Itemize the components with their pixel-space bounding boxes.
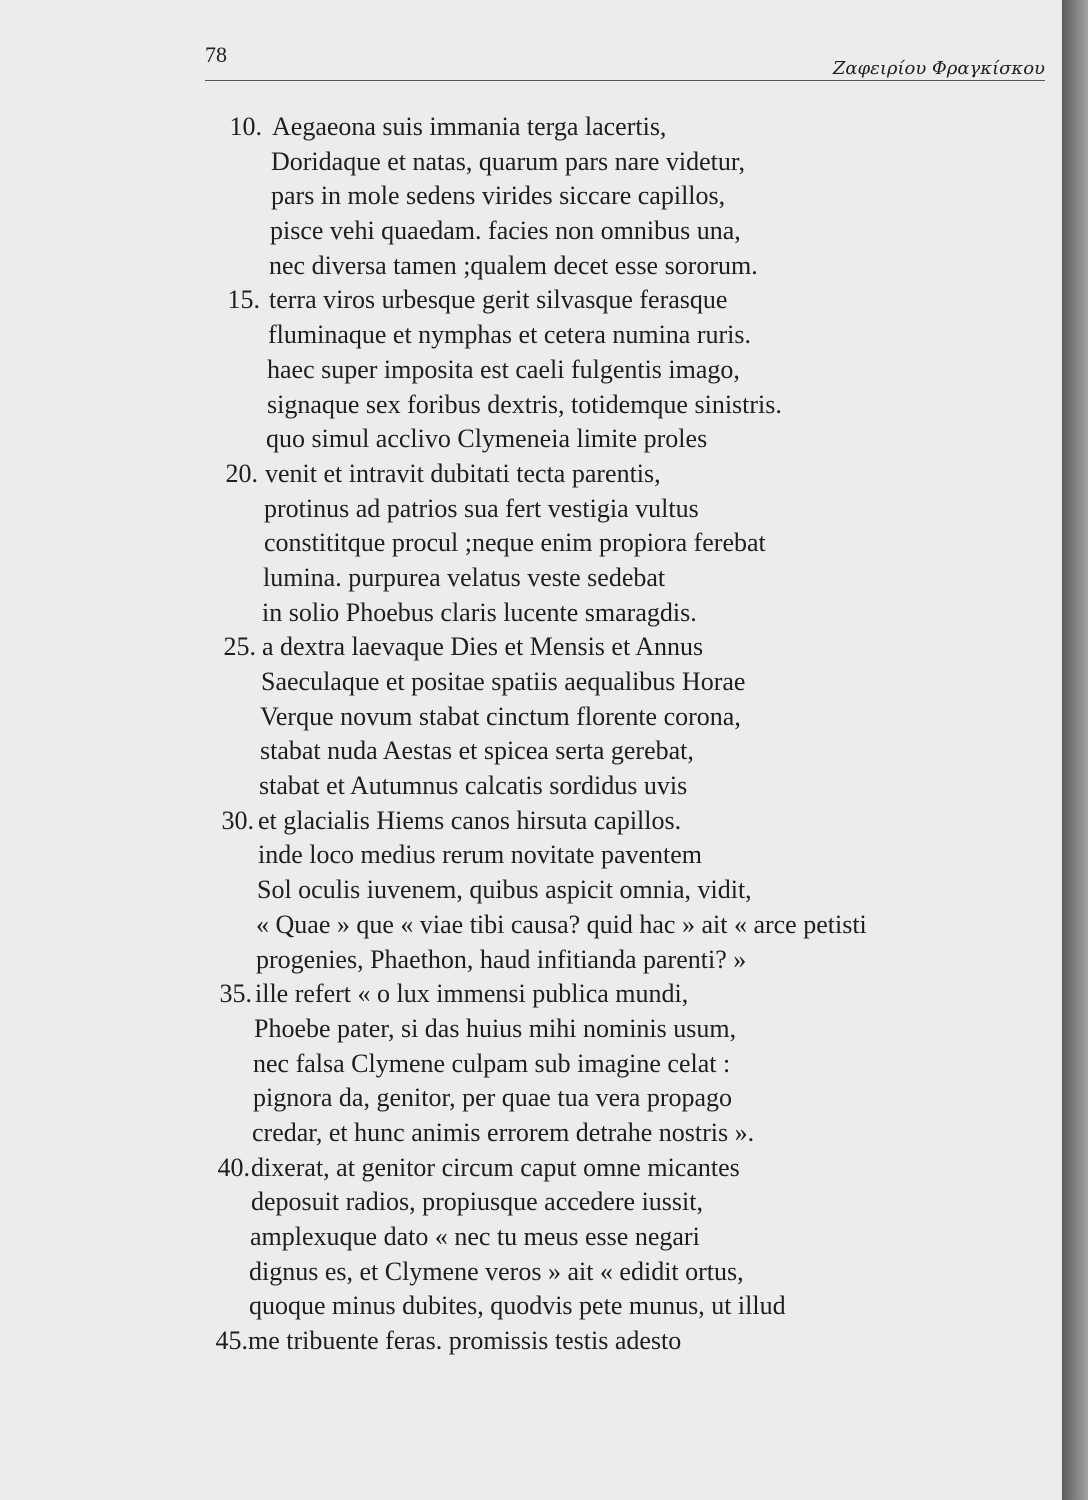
poem-line (0, 908, 1062, 943)
poem-line (0, 804, 1062, 839)
line-number: 30. (221, 805, 254, 835)
poem-line (0, 630, 1062, 665)
verse-text: me tribuente feras. promissis testis adesto (248, 1326, 682, 1356)
verse-text: ille refert « o lux immensi publica mundi, (255, 979, 689, 1009)
poem-line (0, 283, 1062, 318)
verse-text: credar, et hunc animis errorem detrahe nostris ». (252, 1117, 755, 1147)
verse-text: Phoebe pater, si das huius mihi nominis usum, (254, 1013, 737, 1043)
poem-line (0, 769, 1062, 804)
poem-line (0, 1220, 1062, 1255)
verse-text: stabat nuda Aestas et spicea serta gerebat, (260, 736, 694, 766)
verse-text: nec falsa Clymene culpam sub imagine celat : (253, 1048, 731, 1078)
verse-text: deposuit radios, propiusque accedere iussit, (251, 1187, 703, 1217)
poem-line (0, 422, 1062, 457)
verse-text: « Quae » que « viae tibi causa? quid hac » ait « arce petisti (256, 909, 867, 939)
poem-line (0, 943, 1062, 978)
verse-text: dignus es, et Clymene veros » ait « edidit ortus, (249, 1256, 744, 1286)
poem-line (0, 214, 1062, 249)
poem-line (0, 1012, 1062, 1047)
poem-line (0, 110, 1062, 145)
poem-line (0, 665, 1062, 700)
verse-text: lumina. purpurea velatus veste sedebat (263, 562, 666, 592)
poem-line (0, 318, 1062, 353)
header-rule (205, 80, 1045, 81)
poem-line (0, 873, 1062, 908)
poem-line (0, 596, 1062, 631)
poem-text (0, 110, 1062, 1359)
verse-text: stabat et Autumnus calcatis sordidus uvis (259, 771, 688, 801)
line-number: 15. (227, 285, 260, 315)
verse-text: pignora da, genitor, per quae tua vera propago (253, 1083, 733, 1113)
verse-text: quo simul acclivo Clymeneia limite proles (266, 424, 708, 454)
verse-text: signaque sex foribus dextris, totidemque sinistris. (267, 389, 782, 419)
verse-text: haec super imposita est caeli fulgentis imago, (267, 354, 740, 384)
verse-text: pisce vehi quaedam. facies non omnibus una, (270, 216, 741, 246)
poem-line (0, 1047, 1062, 1082)
verse-text: constititque procul ;neque enim propiora ferebat (264, 528, 766, 558)
poem-line (0, 1081, 1062, 1116)
verse-text: pars in mole sedens virides siccare capillos, (271, 181, 726, 211)
poem-line (0, 1185, 1062, 1220)
poem-line (0, 179, 1062, 214)
book-spine-shadow (1062, 0, 1088, 1500)
poem-line (0, 249, 1062, 284)
verse-text: quoque minus dubites, quodvis pete munus, ut illud (249, 1291, 786, 1321)
poem-line (0, 700, 1062, 735)
line-number: 35. (219, 979, 252, 1009)
line-number: 10. (229, 112, 262, 141)
poem-line (0, 734, 1062, 769)
page-header (205, 42, 1045, 78)
line-number: 40. (217, 1152, 250, 1182)
poem-line (0, 526, 1062, 561)
verse-text: protinus ad patrios sua fert vestigia vultus (264, 493, 699, 523)
poem-line (0, 457, 1062, 492)
poem-line (0, 492, 1062, 527)
poem-line (0, 145, 1062, 180)
line-number: 45. (215, 1326, 248, 1356)
poem-line (0, 1255, 1062, 1290)
poem-line (0, 977, 1062, 1012)
verse-text: a dextra laevaque Dies et Mensis et Annus (262, 632, 704, 662)
verse-text: Verque novum stabat cinctum florente corona, (260, 701, 741, 731)
verse-text: progenies, Phaethon, haud infitianda parenti? » (256, 944, 747, 974)
verse-text: nec diversa tamen ;qualem decet esse sororum. (269, 250, 758, 280)
poem-line (0, 561, 1062, 596)
verse-text: dixerat, at genitor circum caput omne micantes (251, 1152, 740, 1182)
verse-text: fluminaque et nymphas et cetera numina ruris. (268, 320, 752, 350)
verse-text: Aegaeona suis immania terga lacertis, (272, 112, 667, 141)
verse-text: in solio Phoebus claris lucente smaragdis. (262, 597, 697, 627)
verse-text: terra viros urbesque gerit silvasque ferasque (269, 285, 728, 315)
line-number: 20. (225, 458, 258, 488)
poem-line (0, 1151, 1062, 1186)
verse-text: Sol oculis iuvenem, quibus aspicit omnia, vidit, (257, 875, 752, 905)
poem-line (0, 1324, 1062, 1359)
poem-line (0, 1116, 1062, 1151)
running-head: Ζαφειρίου Φραγκίσκου (832, 58, 1045, 79)
poem-line (0, 838, 1062, 873)
page-number: 78 (205, 42, 227, 67)
verse-text: amplexuque dato « nec tu meus esse negari (250, 1222, 700, 1251)
poem-line (0, 388, 1062, 423)
verse-text: venit et intravit dubitati tecta parentis, (265, 458, 661, 488)
poem-line (0, 353, 1062, 388)
poem-line (0, 1289, 1062, 1324)
verse-text: Doridaque et natas, quarum pars nare videtur, (271, 146, 746, 176)
line-number: 25. (223, 632, 256, 662)
verse-text: Saeculaque et positae spatiis aequalibus Horae (261, 667, 746, 696)
verse-text: et glacialis Hiems canos hirsuta capillos. (258, 805, 682, 835)
verse-text: inde loco medius rerum novitate paventem (258, 840, 703, 870)
